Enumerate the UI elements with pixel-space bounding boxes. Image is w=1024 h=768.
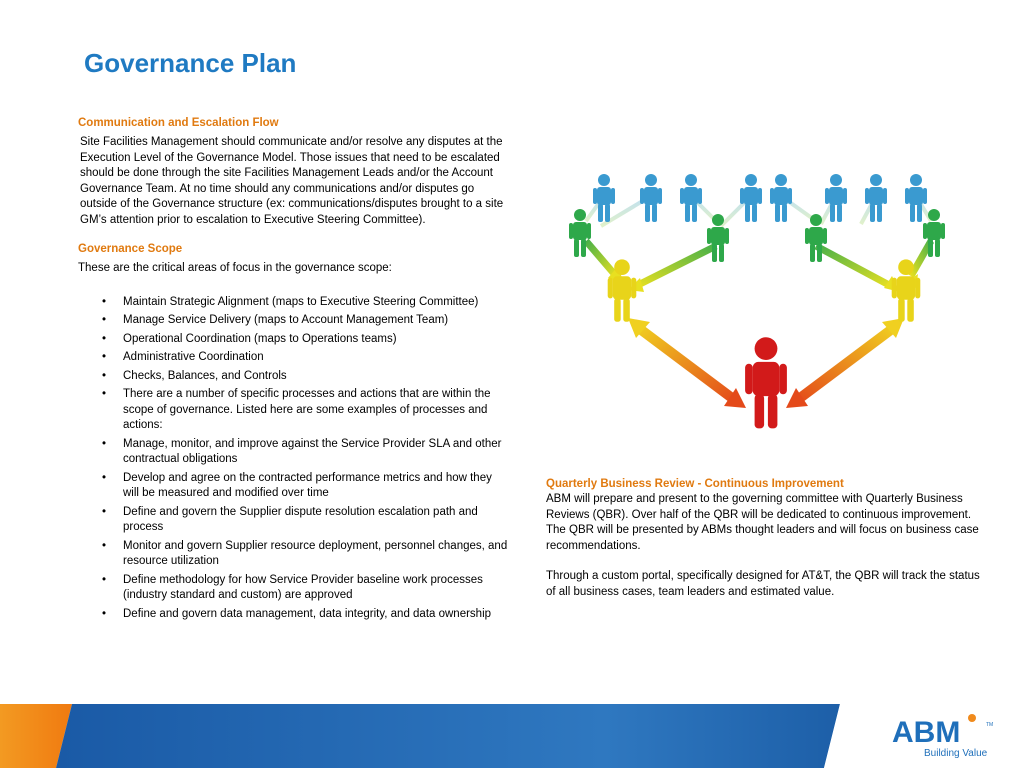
list-item <box>102 332 508 348</box>
list-item-text: Checks, Balances, and Controls <box>123 369 287 382</box>
bullet-icon: • <box>102 388 107 400</box>
left-column <box>78 116 508 625</box>
list-item <box>102 539 508 570</box>
person-icon <box>680 174 702 222</box>
list-item-text: Define and govern the Supplier dispute resolution escalation path and process <box>123 505 478 533</box>
person-icon <box>640 174 662 222</box>
list-item <box>102 471 508 502</box>
bullet-icon: • <box>102 295 107 308</box>
person-icon <box>745 337 787 428</box>
list-item-text: Administrative Coordination <box>123 351 264 363</box>
list-item <box>102 573 508 604</box>
bullet-icon: • <box>102 314 107 326</box>
bullet-icon: • <box>102 607 107 620</box>
page-title: Governance Plan <box>84 48 297 78</box>
qbr-heading: Quarterly Business Review - Continuous Improvement <box>546 478 844 490</box>
bullet-icon: • <box>102 573 107 586</box>
list-item-text: Monitor and govern Supplier resource deployment, personnel changes, and resource utilization <box>123 539 508 567</box>
list-item <box>102 387 508 434</box>
list-item-text: Develop and agree on the contracted performance metrics and how they will be measured and modified over time <box>123 471 492 499</box>
list-item <box>102 295 508 311</box>
list-item <box>102 313 508 329</box>
list-item-text: Manage, monitor, and improve against the Service Provider SLA and other contractual obligations <box>123 437 502 465</box>
bullet-icon: • <box>102 471 107 484</box>
communication-body: Site Facilities Management should communicate and/or resolve any disputes at the Execution Level of the Governance Model. Those issues that need to be escalated should be done through the site Facilities Management Leads and/or the Account Governance Team. At no time should any communications and/or disputes go outside of the Governance structure (ex: communications/disputes brought to a site GM’s attention prior to escalation to Executive Steering Committee). <box>80 136 504 226</box>
qbr-body: ABM will prepare and present to the governing committee with Quarterly Business Reviews (QBR). Over half of the QBR will be dedicated to continuous improvement. The QBR will be presented by ABMs thought leaders and will focus on business case recommendations. <box>546 493 979 552</box>
bullet-icon: • <box>102 332 107 345</box>
list-item <box>102 437 508 468</box>
list-item <box>102 369 508 385</box>
communication-heading: Communication and Escalation Flow <box>78 117 279 129</box>
list-item-text: Maintain Strategic Alignment (maps to Executive Steering Committee) <box>123 295 479 308</box>
list-item <box>102 607 508 623</box>
person-icon <box>865 174 887 222</box>
bullet-icon: • <box>102 505 107 518</box>
bullet-icon: • <box>102 369 107 382</box>
list-item <box>102 350 508 366</box>
escalation-hierarchy-illustration <box>566 166 954 448</box>
footer-band <box>0 704 1024 768</box>
list-item <box>102 505 508 536</box>
person-icon <box>740 174 762 222</box>
list-item-text: Operational Coordination (maps to Operations teams) <box>123 332 397 345</box>
bullet-icon: • <box>102 539 107 552</box>
svg-text:TM: TM <box>986 722 994 728</box>
abm-logo <box>890 712 1000 762</box>
right-column <box>546 477 986 600</box>
bullet-icon: • <box>102 437 107 450</box>
svg-text:Building Value: Building Value <box>924 748 988 759</box>
list-item-text: Define methodology for how Service Provider baseline work processes (industry standard and custom) are approved <box>123 573 483 601</box>
scope-list <box>78 295 508 623</box>
person-icon <box>593 174 615 222</box>
bullet-icon: • <box>102 351 107 363</box>
person-icon <box>905 174 927 222</box>
person-icon <box>770 174 792 222</box>
list-item-text: Manage Service Delivery (maps to Account Management Team) <box>123 314 449 326</box>
person-icon <box>825 174 847 222</box>
svg-text:ABM: ABM <box>892 716 961 749</box>
list-item-text: Define and govern data management, data integrity, and data ownership <box>123 607 492 620</box>
scope-heading: Governance Scope <box>78 243 183 255</box>
list-item-text: There are a number of specific processes and actions that are within the scope of governance. Listed here are some examples of processes and actions: <box>123 388 491 431</box>
scope-intro: These are the critical areas of focus in the governance scope: <box>78 262 392 274</box>
qbr-portal-body: Through a custom portal, specifically designed for AT&T, the QBR will track the status of all business cases, team leaders and estimated value. <box>546 570 980 598</box>
